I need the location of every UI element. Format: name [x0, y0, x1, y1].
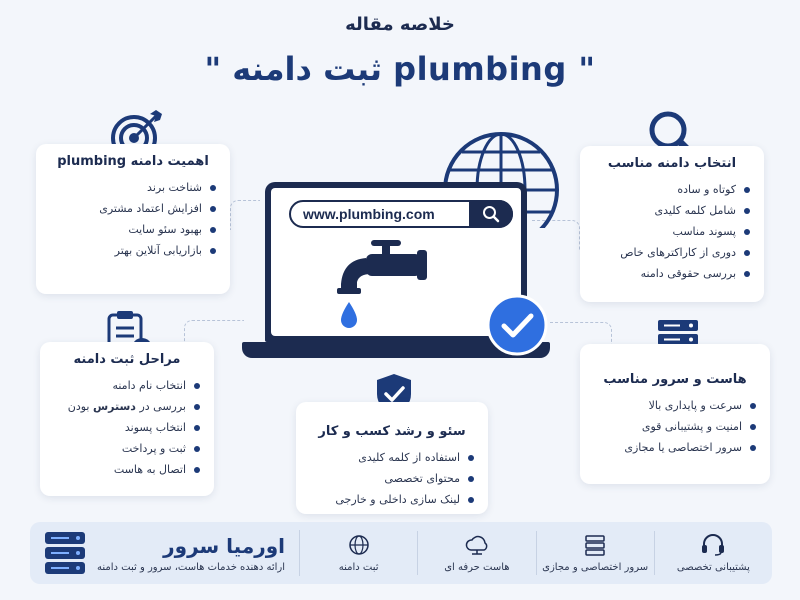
list-item: پسوند مناسب	[594, 221, 750, 242]
list-item: افزایش اعتماد مشتری	[50, 198, 216, 219]
list-item-text: بررسی در	[135, 400, 186, 413]
list-item: سرعت و پایداری بالا	[594, 395, 756, 416]
list-item: شناخت برند	[50, 177, 216, 198]
list-item: شامل کلمه کلیدی	[594, 200, 750, 221]
footer-bar	[30, 522, 772, 584]
brand	[30, 530, 300, 576]
search-button[interactable]	[469, 200, 513, 228]
list-item: لینک سازی داخلی و خارجی	[310, 489, 474, 510]
feature-domain	[300, 531, 418, 575]
page-title: " ثبت دامنه plumbing "	[204, 50, 596, 88]
card-choose-domain	[580, 146, 764, 302]
feature-hosting	[418, 531, 536, 575]
card-domain-importance	[36, 144, 230, 294]
card-hosting-server	[580, 344, 770, 484]
feature-label: سرور اختصاصی و مجازی	[542, 561, 649, 573]
card-title: سئو و رشد کسب و کار	[318, 424, 466, 439]
feature-servers	[537, 531, 655, 575]
server-icon	[584, 534, 606, 556]
globe-icon	[348, 534, 370, 556]
card-title: هاست و سرور مناسب	[603, 372, 747, 387]
brand-logo-icon	[43, 530, 87, 576]
list-item: اتصال به هاست	[54, 459, 200, 480]
url-text: www.plumbing.com	[303, 206, 435, 222]
list-item: انتخاب پسوند	[54, 417, 200, 438]
list-item-bold: دسترس	[92, 400, 136, 413]
list-item: بررسی حقوقی دامنه	[594, 263, 750, 284]
list-item: محتوای تخصصی	[310, 468, 474, 489]
list-item-tail: بودن	[67, 400, 93, 413]
list-item: سرور اختصاصی یا مجازی	[594, 437, 756, 458]
feature-label: هاست حرفه ای	[444, 561, 510, 573]
brand-text	[97, 534, 285, 573]
card-title: مراحل ثبت دامنه	[73, 352, 181, 367]
laptop-display	[271, 188, 521, 336]
headset-icon	[700, 534, 726, 556]
brand-tagline: ارائه دهنده خدمات هاست، سرور و ثبت دامنه	[97, 561, 285, 573]
feature-support	[655, 531, 772, 575]
article-summary-heading: خلاصه مقاله	[345, 14, 455, 35]
card-seo-growth	[296, 402, 488, 514]
list-item	[54, 396, 200, 417]
connector-left-top	[230, 200, 260, 230]
list-item: استفاده از کلمه کلیدی	[310, 447, 474, 468]
url-bar[interactable]	[289, 200, 513, 228]
card-title: انتخاب دامنه مناسب	[607, 156, 737, 171]
list-item: دوری از کاراکترهای خاص	[594, 242, 750, 263]
list-item: امنیت و پشتیبانی قوی	[594, 416, 756, 437]
list-item: کوتاه و ساده	[594, 179, 750, 200]
card-title: اهمیت دامنه plumbing	[57, 154, 209, 169]
faucet-icon	[331, 238, 441, 338]
list-item: بهبود سئو سایت	[50, 219, 216, 240]
check-badge-icon	[486, 294, 548, 360]
cloud-icon	[464, 534, 490, 556]
list-item: انتخاب نام دامنه	[54, 375, 200, 396]
list-item: بازاریابی آنلاین بهتر	[50, 240, 216, 261]
search-icon	[482, 205, 500, 223]
feature-label: پشتیبانی تخصصی	[676, 561, 750, 573]
feature-label: ثبت دامنه	[338, 561, 379, 573]
brand-name: اورمیا سرور	[163, 533, 285, 558]
list-item: ثبت و پرداخت	[54, 438, 200, 459]
card-registration-steps	[40, 342, 214, 496]
